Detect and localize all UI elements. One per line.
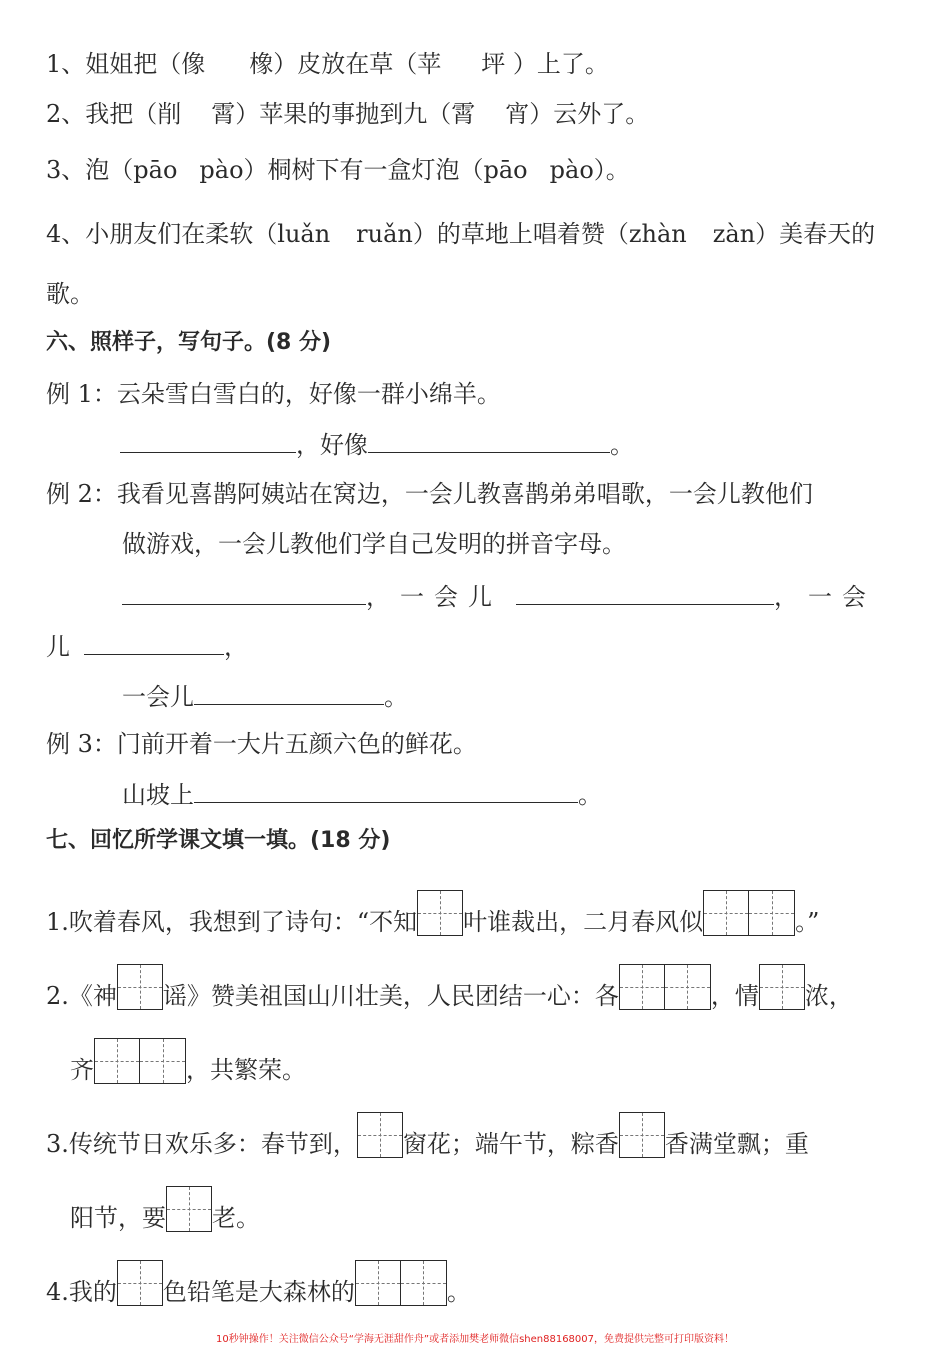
text: 山坡上 xyxy=(122,781,194,809)
text: ，共繁荣。 xyxy=(186,1056,306,1084)
writing-box[interactable] xyxy=(140,1038,186,1084)
q5-3-part: 3、泡（pāo xyxy=(46,156,178,184)
example2-label: 例 2：我看见喜鹊阿姨站在窝边，一会儿教喜鹊弟弟唱歌，一会儿教他们 xyxy=(46,480,813,508)
q5-1-part: 1、姐姐把（像 xyxy=(46,50,206,78)
q5-3 xyxy=(46,158,630,182)
example3-label: 例 3：门前开着一大片五颜六色的鲜花。 xyxy=(46,730,477,758)
answer-blank[interactable] xyxy=(516,582,774,605)
answer-blank[interactable] xyxy=(194,780,578,803)
answer-blank[interactable] xyxy=(84,632,224,655)
q5-4-cont: 歌。 xyxy=(46,280,94,308)
q5-2-part: 2、我把（削 xyxy=(46,100,182,128)
writing-box[interactable] xyxy=(401,1260,447,1306)
text: 色铅笔是大森林的 xyxy=(162,1278,355,1306)
text: 叶谁裁出，二月春风似 xyxy=(463,908,704,936)
section6-title: 六、照样子，写句子。(8 分) xyxy=(46,330,332,355)
writing-box[interactable] xyxy=(357,1112,403,1158)
answer-blank[interactable] xyxy=(122,582,366,605)
q7-4 xyxy=(46,1260,471,1306)
text: 。 xyxy=(446,1278,471,1306)
q5-1 xyxy=(46,52,609,76)
q5-4 xyxy=(46,222,875,246)
example2-answer-line3 xyxy=(122,682,408,709)
text: 香满堂飘；重 xyxy=(664,1130,809,1158)
answer-blank[interactable] xyxy=(120,430,296,453)
section7-title: 七、回忆所学课文填一填。(18 分) xyxy=(46,828,391,853)
q5-1-part: 橡）皮放在草（苹 xyxy=(249,50,442,78)
text: 3.传统节日欢乐多：春节到， xyxy=(46,1130,357,1158)
text: ，情 xyxy=(710,982,759,1010)
q5-3-part: pào）桐树下有一盒灯泡（pāo xyxy=(199,156,528,184)
q5-2 xyxy=(46,102,649,126)
text: ， xyxy=(224,633,248,661)
q5-4-part: 4、小朋友们在柔软（luǎn xyxy=(46,220,331,248)
writing-box[interactable] xyxy=(117,964,163,1010)
text: ，好像 xyxy=(296,431,368,459)
text: 儿 xyxy=(46,633,70,661)
answer-blank[interactable] xyxy=(194,682,384,705)
text: 老。 xyxy=(212,1204,260,1232)
writing-box[interactable] xyxy=(417,890,463,936)
text: ，一会 xyxy=(774,583,876,611)
q7-2-cont xyxy=(70,1038,306,1084)
text: ，一会儿 xyxy=(366,583,502,611)
writing-box[interactable] xyxy=(94,1038,140,1084)
example3-answer xyxy=(122,780,602,807)
text: 一会儿 xyxy=(122,683,194,711)
text: 。 xyxy=(610,431,634,459)
footer-notice: 10秒钟操作！关注微信公众号“学海无涯甜作舟”或者添加樊老师微信shen88168007，免费提供完整可打印版资料！ xyxy=(215,1334,735,1345)
writing-box[interactable] xyxy=(665,964,711,1010)
writing-box[interactable] xyxy=(759,964,805,1010)
text: 2.《神 xyxy=(46,982,117,1010)
text: 。 xyxy=(384,683,408,711)
q7-2 xyxy=(46,964,853,1010)
writing-box[interactable] xyxy=(166,1186,212,1232)
text: 。” xyxy=(795,908,820,936)
q5-2-part: 宵）云外了。 xyxy=(505,100,650,128)
answer-blank[interactable] xyxy=(368,430,610,453)
text: 4.我的 xyxy=(46,1278,117,1306)
text: 浓， xyxy=(804,982,853,1010)
q5-2-part: 霄）苹果的事抛到九（霄 xyxy=(211,100,476,128)
q7-1 xyxy=(46,890,819,936)
text: 窗花；端午节，粽香 xyxy=(402,1130,619,1158)
q5-4-part: zàn）美春天的 xyxy=(712,220,876,248)
example2-answer-line2 xyxy=(46,632,248,659)
text: 谣》赞美祖国山川壮美，人民团结一心：各 xyxy=(162,982,619,1010)
writing-box[interactable] xyxy=(619,964,665,1010)
q5-1-part: 坪 ）上了。 xyxy=(481,50,609,78)
writing-box[interactable] xyxy=(749,890,795,936)
text: 阳节，要 xyxy=(70,1204,166,1232)
example1-label: 例 1：云朵雪白雪白的，好像一群小绵羊。 xyxy=(46,380,501,408)
q7-3-cont xyxy=(70,1186,260,1232)
text: 1.吹着春风，我想到了诗句：“不知 xyxy=(46,908,418,936)
example1-answer xyxy=(120,430,634,457)
writing-box[interactable] xyxy=(117,1260,163,1306)
example2-answer-line1 xyxy=(122,582,876,609)
writing-box[interactable] xyxy=(703,890,749,936)
q5-4-part: ruǎn）的草地上唱着赞（zhàn xyxy=(356,220,687,248)
writing-box[interactable] xyxy=(619,1112,665,1158)
example2-label-cont: 做游戏，一会儿教他们学自己发明的拼音字母。 xyxy=(122,530,626,558)
text: 。 xyxy=(578,781,602,809)
q5-3-part: pào）。 xyxy=(549,156,630,184)
writing-box[interactable] xyxy=(355,1260,401,1306)
q7-3 xyxy=(46,1112,809,1158)
text: 齐 xyxy=(70,1056,94,1084)
